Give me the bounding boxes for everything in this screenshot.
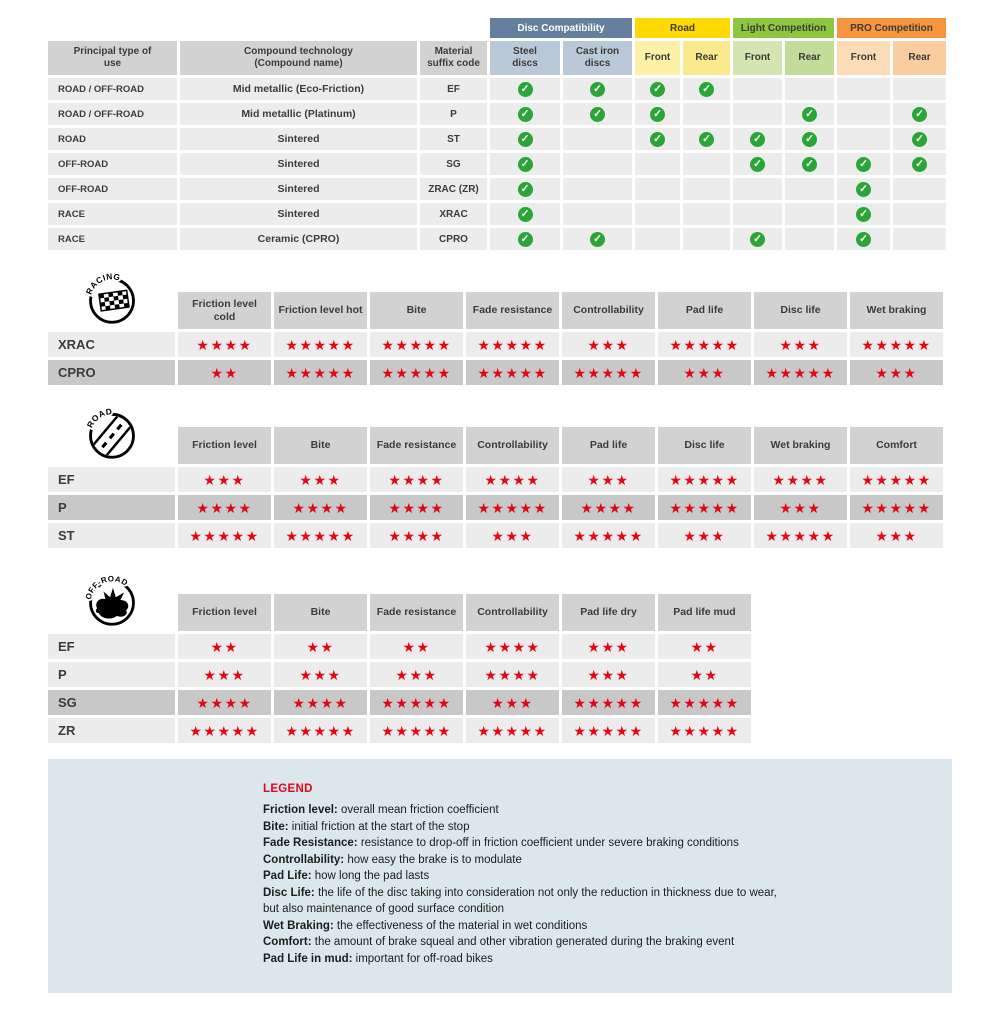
star-rating-cell: ★★	[370, 634, 463, 659]
star-rating-cell: ★★★★★	[370, 718, 463, 743]
star-rating-cell: ★★★★★	[466, 360, 559, 385]
rating-col-header: Friction level cold	[178, 292, 271, 329]
star-rating-cell: ★★★★	[562, 495, 655, 520]
star-rating-cell: ★★★★★	[562, 718, 655, 743]
star-rating-cell: ★★★	[658, 360, 751, 385]
compound-code-label: P	[48, 495, 175, 520]
check-cell	[635, 153, 680, 175]
check-cell	[490, 203, 560, 225]
check-cell	[733, 228, 782, 250]
col-header-material-suffix: Material suffix code	[420, 41, 487, 75]
compat-row-ef	[48, 78, 952, 100]
compound-code-label: EF	[48, 467, 175, 492]
use-cell: RACE	[48, 228, 177, 250]
star-rating-cell: ★★★	[466, 690, 559, 715]
legend-desc: initial friction at the start of the stop	[291, 820, 470, 833]
offroad-header-row	[48, 594, 952, 631]
check-cell	[635, 128, 680, 150]
star-rating-cell: ★★★★	[466, 467, 559, 492]
legend-term: Pad Life:	[263, 870, 312, 882]
rating-col-header: Bite	[274, 427, 367, 464]
rating-col-header: Bite	[370, 292, 463, 329]
legend-desc: the amount of brake squeal and other vibration generated during the braking event	[314, 936, 735, 948]
check-cell	[837, 228, 890, 250]
star-rating-cell: ★★★	[466, 523, 559, 548]
compound-code-label: EF	[48, 634, 175, 659]
check-cell	[490, 153, 560, 175]
col-header-compound-technology: Compound technology (Compound name)	[180, 41, 417, 75]
check-cell	[785, 203, 834, 225]
star-rating-cell: ★★★	[562, 634, 655, 659]
racing-table	[48, 292, 952, 385]
star-rating-cell: ★★★	[754, 495, 847, 520]
code-cell: CPRO	[420, 228, 487, 250]
check-cell	[893, 78, 946, 100]
check-cell	[733, 78, 782, 100]
racing-flag-icon	[84, 270, 140, 326]
legend-box	[48, 759, 952, 993]
group-header-pro-competition: PRO Competition	[837, 18, 946, 38]
star-rating-cell: ★★★★★	[178, 523, 271, 548]
check-cell	[563, 228, 632, 250]
legend-term: Controllability:	[263, 853, 345, 866]
check-cell	[893, 103, 946, 125]
use-cell: OFF-ROAD	[48, 153, 177, 175]
legend-item	[263, 885, 912, 902]
group-header-road: Road	[635, 18, 730, 38]
legend-desc: resistance to drop-off in friction coefficient under severe braking conditions	[360, 837, 739, 849]
use-cell: ROAD	[48, 128, 177, 150]
star-rating-cell: ★★★	[562, 332, 655, 357]
use-cell: ROAD / OFF-ROAD	[48, 103, 177, 125]
rating-col-header: Controllability	[466, 594, 559, 631]
check-cell	[563, 203, 632, 225]
star-rating-cell: ★★	[178, 634, 271, 659]
star-rating-cell: ★★★★★	[370, 332, 463, 357]
group-header-spacer	[48, 18, 487, 38]
legend-term: Comfort:	[263, 936, 312, 948]
legend-item	[263, 934, 912, 951]
compound-cell: Sintered	[180, 128, 417, 150]
check-cell	[837, 103, 890, 125]
compat-row-st	[48, 128, 952, 150]
legend-desc: how long the pad lasts	[314, 870, 430, 882]
check-cell	[635, 178, 680, 200]
legend-item	[263, 901, 912, 918]
check-cell	[785, 153, 834, 175]
compound-cell: Sintered	[180, 203, 417, 225]
check-cell	[683, 178, 730, 200]
star-rating-cell: ★★★	[658, 523, 751, 548]
star-rating-cell: ★★★	[178, 467, 271, 492]
star-rating-cell: ★★★★★	[562, 523, 655, 548]
check-cell	[683, 153, 730, 175]
star-rating-cell: ★★★	[754, 332, 847, 357]
check-cell	[490, 178, 560, 200]
legend-title: LEGEND	[263, 783, 313, 795]
legend-term: Bite:	[263, 820, 289, 833]
star-rating-cell: ★★★★★	[850, 495, 943, 520]
check-cell	[733, 178, 782, 200]
star-rating-cell: ★★	[178, 360, 271, 385]
star-rating-cell: ★★★★★	[754, 523, 847, 548]
legend-term: Fade Resistance:	[263, 837, 358, 849]
code-cell: ZRAC (ZR)	[420, 178, 487, 200]
legend-desc: the effectiveness of the material in wet conditions	[336, 919, 588, 932]
compound-code-label: ST	[48, 523, 175, 548]
compound-code-label: CPRO	[48, 360, 175, 385]
star-rating-cell: ★★	[274, 634, 367, 659]
check-cell	[837, 128, 890, 150]
star-rating-cell: ★★★	[178, 662, 271, 687]
check-cell	[893, 203, 946, 225]
check-cell	[563, 153, 632, 175]
col-header-cast-iron-discs: Cast iron discs	[563, 41, 632, 75]
check-cell	[785, 128, 834, 150]
star-rating-cell: ★★★	[850, 360, 943, 385]
compat-row-cpro	[48, 228, 952, 250]
check-cell	[733, 103, 782, 125]
compat-row-sg	[48, 153, 952, 175]
legend-term: Disc Life:	[263, 886, 315, 899]
star-rating-cell: ★★★★★	[850, 332, 943, 357]
rating-col-header: Pad life	[562, 427, 655, 464]
road-header-row	[48, 427, 952, 464]
legend-term: Wet Braking:	[263, 919, 334, 932]
check-cell	[490, 128, 560, 150]
legend-desc: overall mean friction coefficient	[340, 804, 499, 816]
use-cell: OFF-ROAD	[48, 178, 177, 200]
compound-code-label: ZR	[48, 718, 175, 743]
star-rating-cell: ★★	[658, 662, 751, 687]
check-cell	[563, 178, 632, 200]
rating-row-xrac	[48, 332, 952, 357]
racing-header-row	[48, 292, 952, 329]
check-cell	[635, 103, 680, 125]
rating-row-p	[48, 495, 952, 520]
col-header-road-front: Front	[635, 41, 680, 75]
star-rating-cell: ★★★★★	[274, 523, 367, 548]
check-cell	[490, 78, 560, 100]
rating-col-header: Fade resistance	[370, 594, 463, 631]
compat-row-p	[48, 103, 952, 125]
legend-item	[263, 835, 912, 852]
compound-code-label: XRAC	[48, 332, 175, 357]
check-cell	[683, 78, 730, 100]
compound-cell: Mid metallic (Eco-Friction)	[180, 78, 417, 100]
group-header-row	[48, 18, 952, 38]
star-rating-cell: ★★★★	[466, 634, 559, 659]
racing-section-label: RACING	[84, 271, 122, 296]
road-icon	[84, 405, 140, 461]
road-section	[48, 406, 952, 548]
rating-col-header: Pad life dry	[562, 594, 655, 631]
road-section-label: ROAD	[84, 406, 113, 430]
legend-item	[263, 852, 912, 869]
rating-col-header: Wet braking	[754, 427, 847, 464]
check-cell	[635, 78, 680, 100]
rating-col-header: Controllability	[562, 292, 655, 329]
legend-item	[263, 951, 912, 968]
rating-row-ef	[48, 634, 952, 659]
star-rating-cell: ★★★★	[466, 662, 559, 687]
star-rating-cell: ★★★★	[754, 467, 847, 492]
check-cell	[893, 153, 946, 175]
star-rating-cell: ★★★★★	[850, 467, 943, 492]
legend-item	[263, 819, 912, 836]
offroad-section	[48, 574, 952, 743]
rating-row-ef	[48, 467, 952, 492]
star-rating-cell: ★★★★★	[274, 360, 367, 385]
star-rating-cell: ★★★★★	[274, 718, 367, 743]
rating-row-p	[48, 662, 952, 687]
check-cell	[635, 203, 680, 225]
legend-desc: important for off-road bikes	[355, 952, 493, 965]
col-header-light-rear: Rear	[785, 41, 834, 75]
rating-col-header: Friction level	[178, 594, 271, 631]
star-rating-cell: ★★★★	[370, 467, 463, 492]
check-cell	[635, 228, 680, 250]
check-cell	[893, 128, 946, 150]
compound-cell: Ceramic (CPRO)	[180, 228, 417, 250]
check-cell	[785, 178, 834, 200]
code-cell: SG	[420, 153, 487, 175]
star-rating-cell: ★★★★	[178, 690, 271, 715]
rating-col-header: Wet braking	[850, 292, 943, 329]
check-cell	[837, 203, 890, 225]
star-rating-cell: ★★★★★	[562, 360, 655, 385]
star-rating-cell: ★★★	[562, 662, 655, 687]
check-cell	[893, 228, 946, 250]
star-rating-cell: ★★★★	[178, 495, 271, 520]
col-header-light-front: Front	[733, 41, 782, 75]
rating-col-header: Disc life	[754, 292, 847, 329]
star-rating-cell: ★★★★★	[658, 718, 751, 743]
star-rating-cell: ★★★★	[274, 495, 367, 520]
star-rating-cell: ★★★	[274, 467, 367, 492]
check-cell	[733, 128, 782, 150]
star-rating-cell: ★★★	[562, 467, 655, 492]
check-cell	[683, 103, 730, 125]
check-cell	[490, 228, 560, 250]
road-table	[48, 427, 952, 548]
rating-row-zr	[48, 718, 952, 743]
legend-desc: but also maintenance of good surface condition	[263, 903, 505, 915]
rating-col-header: Pad life	[658, 292, 751, 329]
group-header-light-competition: Light Competition	[733, 18, 834, 38]
col-header-pro-front: Front	[837, 41, 890, 75]
star-rating-cell: ★★★★★	[466, 718, 559, 743]
rating-row-cpro	[48, 360, 952, 385]
group-header-disc-compatibility: Disc Compatibility	[490, 18, 632, 38]
star-rating-cell: ★★★	[850, 523, 943, 548]
star-rating-cell: ★★★★★	[466, 495, 559, 520]
check-cell	[733, 153, 782, 175]
compound-cell: Mid metallic (Platinum)	[180, 103, 417, 125]
star-rating-cell: ★★★★★	[658, 495, 751, 520]
star-rating-cell: ★★★★★	[658, 332, 751, 357]
use-cell: ROAD / OFF-ROAD	[48, 78, 177, 100]
star-rating-cell: ★★★★★	[562, 690, 655, 715]
rating-col-header: Comfort	[850, 427, 943, 464]
offroad-section-label: OFF-ROAD	[84, 574, 130, 601]
star-rating-cell: ★★★★	[370, 495, 463, 520]
star-rating-cell: ★★★★★	[466, 332, 559, 357]
rating-col-header: Controllability	[466, 427, 559, 464]
star-rating-cell: ★★★★★	[754, 360, 847, 385]
rating-col-header: Bite	[274, 594, 367, 631]
legend-term: Friction level:	[263, 804, 338, 816]
code-cell: XRAC	[420, 203, 487, 225]
compound-cell: Sintered	[180, 153, 417, 175]
check-cell	[683, 203, 730, 225]
compound-cell: Sintered	[180, 178, 417, 200]
col-header-pro-rear: Rear	[893, 41, 946, 75]
use-cell: RACE	[48, 203, 177, 225]
compound-code-label: SG	[48, 690, 175, 715]
rating-col-header: Pad life mud	[658, 594, 751, 631]
offroad-table	[48, 594, 952, 743]
check-cell	[837, 153, 890, 175]
rating-col-header: Disc life	[658, 427, 751, 464]
check-cell	[490, 103, 560, 125]
col-header-steel-discs: Steel discs	[490, 41, 560, 75]
rating-col-header: Friction level	[178, 427, 271, 464]
check-cell	[733, 203, 782, 225]
rating-col-header: Friction level hot	[274, 292, 367, 329]
star-rating-cell: ★★	[658, 634, 751, 659]
compat-row-xrac	[48, 203, 952, 225]
check-cell	[785, 78, 834, 100]
check-cell	[683, 128, 730, 150]
star-rating-cell: ★★★★★	[658, 690, 751, 715]
star-rating-cell: ★★★	[274, 662, 367, 687]
check-cell	[837, 78, 890, 100]
offroad-splash-icon	[84, 572, 140, 628]
check-cell	[683, 228, 730, 250]
star-rating-cell: ★★★★★	[658, 467, 751, 492]
star-rating-cell: ★★★	[370, 662, 463, 687]
star-rating-cell: ★★★★★	[370, 690, 463, 715]
compound-code-label: P	[48, 662, 175, 687]
check-cell	[893, 178, 946, 200]
check-cell	[785, 228, 834, 250]
check-cell	[563, 128, 632, 150]
col-header-road-rear: Rear	[683, 41, 730, 75]
rating-row-sg	[48, 690, 952, 715]
star-rating-cell: ★★★★★	[370, 360, 463, 385]
check-cell	[563, 103, 632, 125]
compat-row-zrac	[48, 178, 952, 200]
legend-desc: how easy the brake is to modulate	[347, 853, 522, 866]
check-cell	[785, 103, 834, 125]
legend-desc: the life of the disc taking into consideration not only the reduction in thickness due to wear,	[317, 886, 777, 899]
legend-item	[263, 918, 912, 935]
legend-item	[263, 868, 912, 885]
rating-col-header: Fade resistance	[370, 427, 463, 464]
rating-row-st	[48, 523, 952, 548]
racing-section	[48, 271, 952, 385]
check-cell	[837, 178, 890, 200]
compatibility-table	[48, 18, 952, 250]
col-header-principal-type: Principal type of use	[48, 41, 177, 75]
check-cell	[563, 78, 632, 100]
star-rating-cell: ★★★★	[370, 523, 463, 548]
code-cell: EF	[420, 78, 487, 100]
star-rating-cell: ★★★★	[178, 332, 271, 357]
star-rating-cell: ★★★★	[274, 690, 367, 715]
code-cell: ST	[420, 128, 487, 150]
legend-item	[263, 802, 912, 819]
star-rating-cell: ★★★★★	[178, 718, 271, 743]
column-header-row	[48, 41, 952, 75]
code-cell: P	[420, 103, 487, 125]
legend-term: Pad Life in mud:	[263, 952, 353, 965]
rating-col-header: Fade resistance	[466, 292, 559, 329]
star-rating-cell: ★★★★★	[274, 332, 367, 357]
